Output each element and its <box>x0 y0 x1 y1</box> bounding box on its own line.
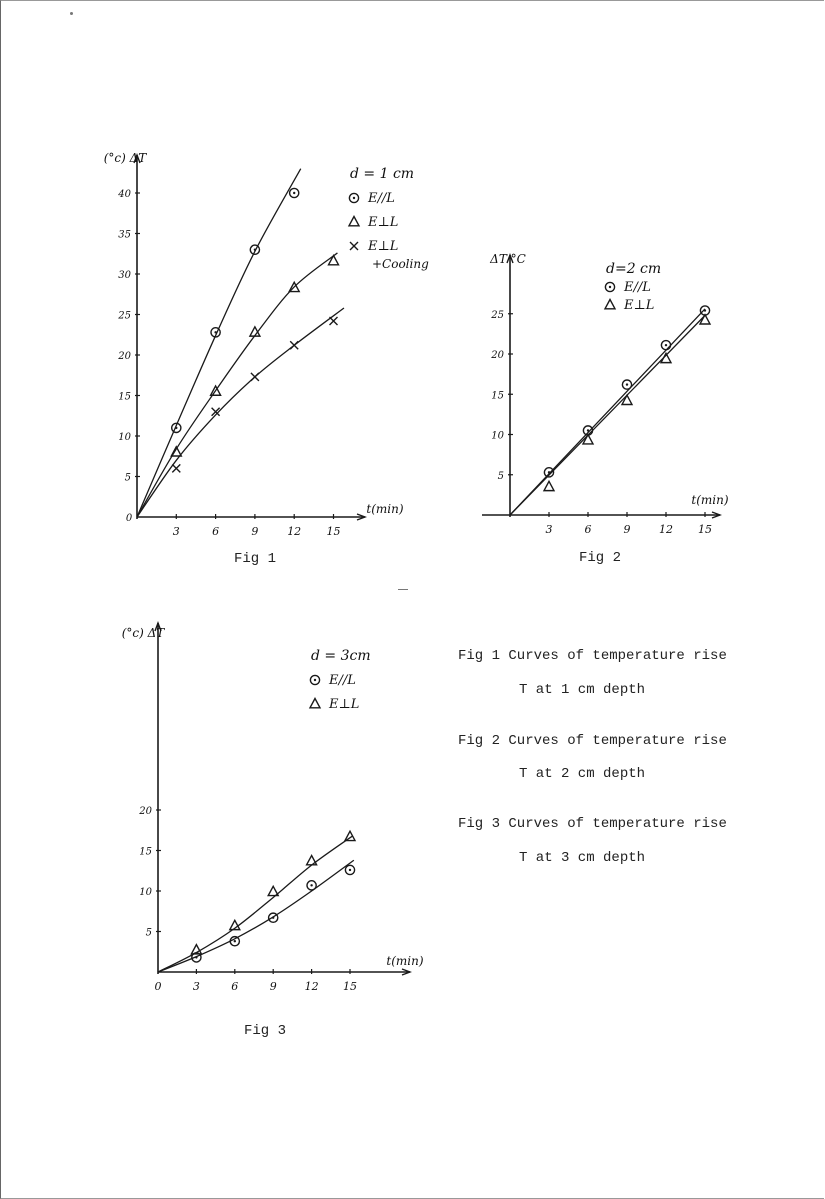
x-tick-label: 6 <box>584 523 592 536</box>
data-point-dot <box>272 917 274 919</box>
caption-fig2-line2: T at 2 cm depth <box>519 766 646 782</box>
chart-fig1 <box>95 140 429 580</box>
legend-title: d=2 cm <box>606 261 662 277</box>
data-point-dot <box>214 331 216 333</box>
fit-curve <box>158 836 353 972</box>
caption-fig1-line1: Fig 1 Curves of temperature rise <box>458 648 727 664</box>
chart-fig3 <box>115 615 445 1045</box>
data-point-dot <box>349 869 351 871</box>
caption-fig3-line2: T at 3 cm depth <box>519 850 646 866</box>
data-point-dot <box>587 429 589 431</box>
y-tick-label: 10 <box>118 432 131 443</box>
y-tick-label: 20 <box>491 350 504 361</box>
y-tick-label: 35 <box>118 229 131 241</box>
y-tick-label: 20 <box>118 351 131 362</box>
fit-curve <box>137 253 337 517</box>
fit-curve <box>510 309 705 515</box>
data-point-dot <box>665 344 667 346</box>
y-axis-label: (°c) ΔT <box>103 151 147 165</box>
legend-label: E⊥L <box>368 239 399 254</box>
legend-marker-dot <box>314 679 316 681</box>
data-point-dot <box>234 940 236 942</box>
data-point-dot <box>175 427 177 429</box>
x-tick-label: 12 <box>304 980 319 993</box>
legend-label: E⊥L <box>329 697 360 712</box>
fit-curve <box>137 308 344 517</box>
data-point <box>622 395 632 404</box>
data-point-dot <box>254 249 256 251</box>
x-axis-label: t(min) <box>691 493 729 507</box>
y-tick-label: 15 <box>491 390 504 402</box>
legend-label: +Cooling <box>372 257 429 271</box>
y-tick-label: 25 <box>118 310 131 322</box>
figure-title: Fig 1 <box>233 551 277 567</box>
data-point <box>268 886 278 895</box>
y-tick-label: 25 <box>491 309 504 321</box>
figure-title: Fig 2 <box>578 550 622 566</box>
legend-label: E//L <box>329 673 356 688</box>
legend-marker-dot <box>609 286 611 288</box>
x-tick-label: 3 <box>192 980 200 993</box>
y-tick-label: 30 <box>118 270 131 281</box>
caption-fig3-line1: Fig 3 Curves of temperature rise <box>458 816 727 832</box>
data-point-dot <box>704 309 706 311</box>
legend-label: E//L <box>368 191 395 206</box>
data-point <box>172 464 180 472</box>
data-point-dot <box>548 471 550 473</box>
figure-title: Fig 3 <box>243 1023 287 1039</box>
legend-label: E⊥L <box>368 215 399 230</box>
x-axis-label: t(min) <box>386 954 424 968</box>
fit-curve <box>158 860 354 972</box>
legend-marker <box>605 300 615 309</box>
legend-title: d = 1 cm <box>350 166 415 182</box>
caption-fig1-line2: T at 1 cm depth <box>519 682 646 698</box>
data-point <box>290 341 298 349</box>
x-tick-label: 9 <box>623 523 631 536</box>
legend-marker <box>350 242 358 250</box>
x-tick-label: 3 <box>172 525 180 538</box>
y-tick-label: 20 <box>139 806 152 817</box>
data-point-dot <box>293 192 295 194</box>
legend-label: E⊥L <box>624 298 655 313</box>
x-tick-label: 0 <box>154 980 162 993</box>
scan-speck <box>70 12 73 15</box>
caption-fig2-line1: Fig 2 Curves of temperature rise <box>458 733 727 749</box>
data-point-dot <box>626 383 628 385</box>
x-tick-label: 12 <box>659 523 673 536</box>
x-tick-label: 6 <box>231 980 239 993</box>
data-point <box>330 317 338 325</box>
legend-label: E//L <box>624 280 651 295</box>
data-point <box>345 831 355 840</box>
y-axis-label: ΔT °C <box>490 252 526 266</box>
scan-speck <box>398 589 408 590</box>
data-point-dot <box>310 884 312 886</box>
y-tick-label: 15 <box>118 391 131 403</box>
y-tick-label: 5 <box>124 472 131 484</box>
x-tick-label: 3 <box>545 523 553 536</box>
fit-curve <box>510 315 705 515</box>
y-tick-label: 15 <box>139 846 152 858</box>
x-tick-label: 9 <box>251 525 259 538</box>
legend-marker <box>310 699 320 708</box>
y-tick-label: 0 <box>125 513 133 524</box>
y-axis-label: (°c) ΔT <box>121 626 165 640</box>
data-point <box>307 856 317 865</box>
data-point <box>544 481 554 490</box>
chart-fig2 <box>470 245 740 580</box>
x-tick-label: 15 <box>343 980 357 993</box>
legend-title: d = 3cm <box>311 648 371 664</box>
data-point-dot <box>195 956 197 958</box>
y-tick-label: 5 <box>145 927 152 939</box>
legend-marker-dot <box>353 197 355 199</box>
data-point <box>171 447 181 456</box>
x-axis-label: t(min) <box>366 502 404 516</box>
data-point <box>329 256 339 265</box>
y-tick-label: 10 <box>491 430 504 442</box>
y-tick-label: 40 <box>118 189 131 200</box>
data-point <box>251 373 259 381</box>
y-tick-label: 5 <box>497 470 504 482</box>
legend-marker <box>349 217 359 226</box>
x-tick-label: 9 <box>269 980 277 993</box>
x-tick-label: 12 <box>287 525 302 538</box>
y-tick-label: 10 <box>139 887 152 898</box>
fit-curve <box>137 169 301 517</box>
x-tick-label: 6 <box>212 525 220 538</box>
x-tick-label: 15 <box>326 525 341 538</box>
x-tick-label: 15 <box>698 523 712 536</box>
